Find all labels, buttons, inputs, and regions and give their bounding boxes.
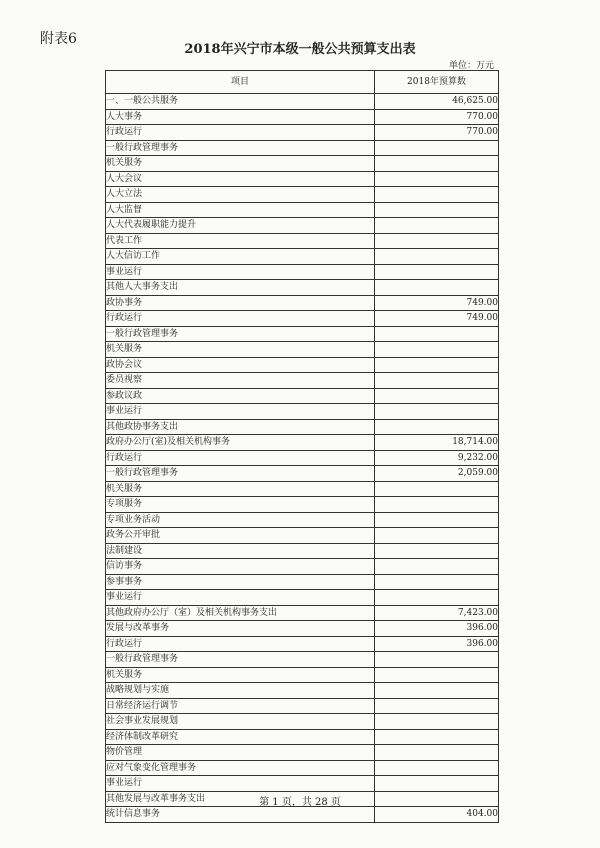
item-cell: 发展与改革事务 <box>106 621 375 637</box>
amount-cell: 770.00 <box>375 125 499 141</box>
amount-cell <box>375 156 499 172</box>
annex-label: 附表6 <box>40 31 77 47</box>
table-row <box>106 357 499 373</box>
item-cell: 人大信访工作 <box>106 249 375 265</box>
item-cell: 一般行政管理事务 <box>106 326 375 342</box>
amount-cell: 404.00 <box>375 807 499 823</box>
table-row <box>106 342 499 358</box>
amount-cell <box>375 528 499 544</box>
amount-cell: 18,714.00 <box>375 435 499 451</box>
amount-cell <box>375 140 499 156</box>
amount-cell <box>375 714 499 730</box>
item-cell: 其他人大事务支出 <box>106 280 375 296</box>
table-row <box>106 481 499 497</box>
table-row <box>106 140 499 156</box>
header-amount: 2018年预算数 <box>375 71 499 94</box>
item-cell: 事业运行 <box>106 590 375 606</box>
item-cell: 代表工作 <box>106 233 375 249</box>
table-row <box>106 280 499 296</box>
amount-cell <box>375 667 499 683</box>
table-row <box>106 311 499 327</box>
item-cell: 应对气象变化管理事务 <box>106 760 375 776</box>
amount-cell: 749.00 <box>375 311 499 327</box>
table-row <box>106 528 499 544</box>
table-row <box>106 373 499 389</box>
table-row <box>106 574 499 590</box>
table-row <box>106 435 499 451</box>
header-item: 项目 <box>106 71 375 94</box>
item-cell: 一般行政管理事务 <box>106 140 375 156</box>
amount-cell <box>375 233 499 249</box>
table-row <box>106 543 499 559</box>
amount-cell <box>375 388 499 404</box>
table-row <box>106 388 499 404</box>
amount-cell <box>375 481 499 497</box>
item-cell: 统计信息事务 <box>106 807 375 823</box>
item-cell: 政府办公厅(室)及相关机构事务 <box>106 435 375 451</box>
item-cell: 事业运行 <box>106 404 375 420</box>
budget-table <box>105 70 499 823</box>
amount-cell <box>375 419 499 435</box>
amount-cell: 46,625.00 <box>375 94 499 110</box>
item-cell: 政协会议 <box>106 357 375 373</box>
table-row <box>106 807 499 823</box>
table-row <box>106 171 499 187</box>
item-cell: 一、一般公共服务 <box>106 94 375 110</box>
item-cell: 行政运行 <box>106 450 375 466</box>
table-row <box>106 621 499 637</box>
amount-cell <box>375 373 499 389</box>
table-row <box>106 109 499 125</box>
item-cell: 其他发展与改革事务支出 <box>106 791 375 807</box>
amount-cell <box>375 202 499 218</box>
item-cell: 其他政府办公厅（室）及相关机构事务支出 <box>106 605 375 621</box>
amount-cell <box>375 280 499 296</box>
table-row <box>106 776 499 792</box>
page-footer: 第 1 页，共 28 页 <box>259 797 341 808</box>
table-row <box>106 419 499 435</box>
item-cell: 机关服务 <box>106 156 375 172</box>
amount-cell: 7,423.00 <box>375 605 499 621</box>
table-header-row <box>106 71 499 94</box>
amount-cell <box>375 264 499 280</box>
table-row <box>106 729 499 745</box>
amount-cell: 2,059.00 <box>375 466 499 482</box>
page-title: 2018年兴宁市本级一般公共预算支出表 <box>184 42 416 57</box>
amount-cell <box>375 187 499 203</box>
item-cell: 参政议政 <box>106 388 375 404</box>
item-cell: 人大事务 <box>106 109 375 125</box>
item-cell: 一般行政管理事务 <box>106 652 375 668</box>
amount-cell: 770.00 <box>375 109 499 125</box>
item-cell: 专项业务活动 <box>106 512 375 528</box>
item-cell: 战略规划与实施 <box>106 683 375 699</box>
amount-cell <box>375 590 499 606</box>
table-row <box>106 497 499 513</box>
table-row <box>106 94 499 110</box>
item-cell: 专项服务 <box>106 497 375 513</box>
table-row <box>106 683 499 699</box>
item-cell: 其他政协事务支出 <box>106 419 375 435</box>
item-cell: 信访事务 <box>106 559 375 575</box>
table-row <box>106 590 499 606</box>
item-cell: 人大代表履职能力提升 <box>106 218 375 234</box>
table-row <box>106 295 499 311</box>
amount-cell <box>375 543 499 559</box>
table-row <box>106 745 499 761</box>
table-row <box>106 559 499 575</box>
amount-cell <box>375 745 499 761</box>
amount-cell <box>375 512 499 528</box>
item-cell: 日常经济运行调节 <box>106 698 375 714</box>
amount-cell <box>375 342 499 358</box>
table-row <box>106 512 499 528</box>
item-cell: 政务公开审批 <box>106 528 375 544</box>
table-row <box>106 404 499 420</box>
amount-cell <box>375 729 499 745</box>
item-cell: 机关服务 <box>106 481 375 497</box>
item-cell: 委员视察 <box>106 373 375 389</box>
table-body <box>106 94 499 823</box>
table-row <box>106 125 499 141</box>
item-cell: 事业运行 <box>106 776 375 792</box>
item-cell: 行政运行 <box>106 125 375 141</box>
amount-cell <box>375 404 499 420</box>
table-row <box>106 698 499 714</box>
amount-cell <box>375 698 499 714</box>
amount-cell <box>375 497 499 513</box>
amount-cell <box>375 652 499 668</box>
item-cell: 经济体制改革研究 <box>106 729 375 745</box>
amount-cell <box>375 249 499 265</box>
table-row <box>106 249 499 265</box>
item-cell: 人大会议 <box>106 171 375 187</box>
table-row <box>106 326 499 342</box>
table-row <box>106 760 499 776</box>
item-cell: 参事事务 <box>106 574 375 590</box>
table-row <box>106 264 499 280</box>
amount-cell <box>375 683 499 699</box>
amount-cell <box>375 574 499 590</box>
amount-cell: 396.00 <box>375 636 499 652</box>
table-row <box>106 202 499 218</box>
amount-cell <box>375 326 499 342</box>
item-cell: 政协事务 <box>106 295 375 311</box>
amount-cell <box>375 171 499 187</box>
table-row <box>106 714 499 730</box>
table-row <box>106 218 499 234</box>
amount-cell <box>375 776 499 792</box>
item-cell: 法制建设 <box>106 543 375 559</box>
amount-cell <box>375 559 499 575</box>
amount-cell: 749.00 <box>375 295 499 311</box>
table-row <box>106 636 499 652</box>
table-row <box>106 187 499 203</box>
item-cell: 社会事业发展规划 <box>106 714 375 730</box>
table-row <box>106 466 499 482</box>
item-cell: 行政运行 <box>106 311 375 327</box>
item-cell: 机关服务 <box>106 342 375 358</box>
table-row <box>106 652 499 668</box>
item-cell: 机关服务 <box>106 667 375 683</box>
item-cell: 人大监督 <box>106 202 375 218</box>
item-cell: 物价管理 <box>106 745 375 761</box>
amount-cell <box>375 357 499 373</box>
amount-cell <box>375 218 499 234</box>
item-cell: 一般行政管理事务 <box>106 466 375 482</box>
table-row <box>106 233 499 249</box>
amount-cell: 396.00 <box>375 621 499 637</box>
item-cell: 行政运行 <box>106 636 375 652</box>
amount-cell: 9,232.00 <box>375 450 499 466</box>
table-row <box>106 156 499 172</box>
item-cell: 事业运行 <box>106 264 375 280</box>
item-cell: 人大立法 <box>106 187 375 203</box>
amount-cell <box>375 760 499 776</box>
table-row <box>106 450 499 466</box>
table-row <box>106 667 499 683</box>
table-row <box>106 605 499 621</box>
unit-label: 单位：万元 <box>448 61 494 71</box>
